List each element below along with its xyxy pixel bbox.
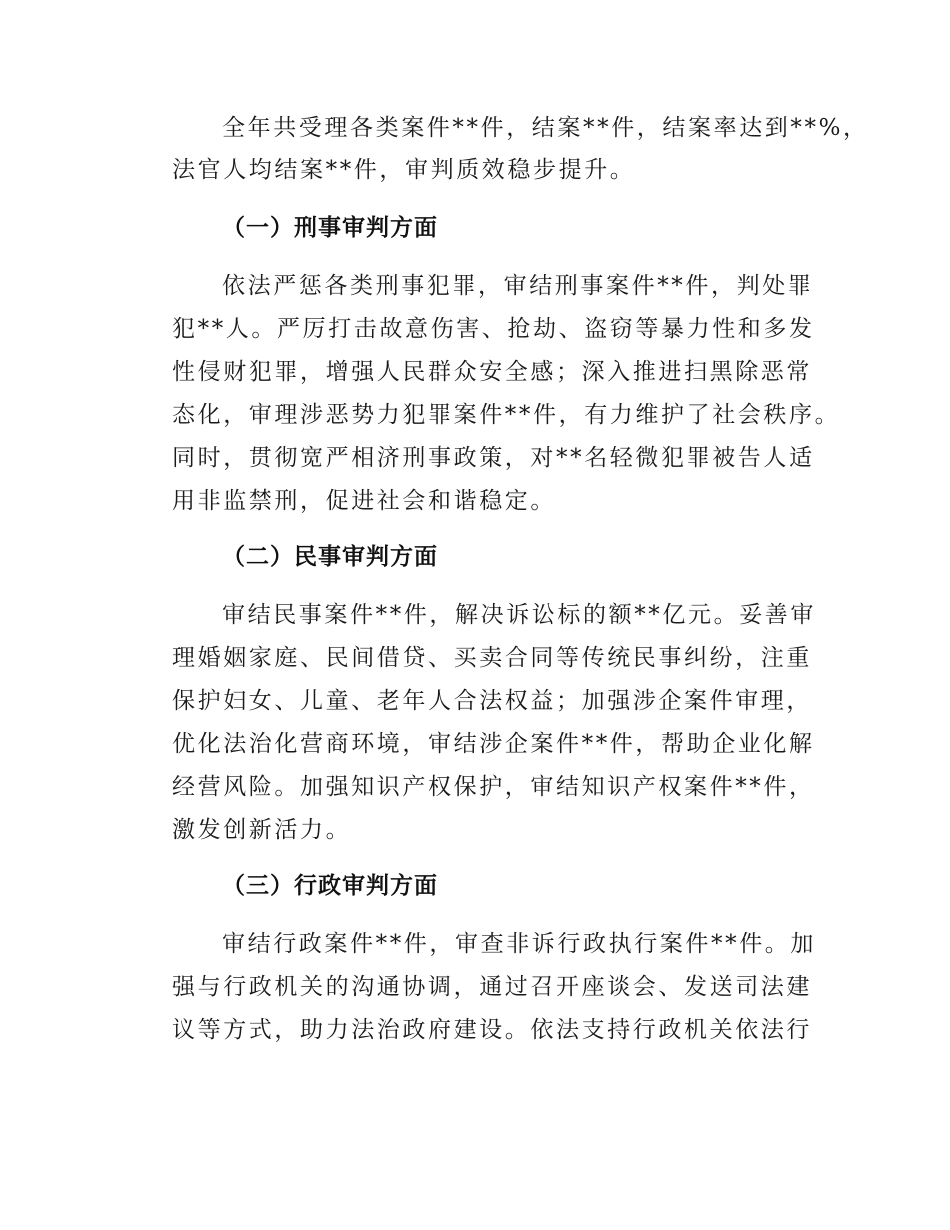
civil-line-1: 审结民事案件**件，解决诉讼标的额**亿元。妥善审 bbox=[222, 602, 816, 628]
criminal-line-5: 同时，贯彻宽严相济刑事政策，对**名轻微犯罪被告人适 bbox=[172, 445, 815, 471]
admin-line-3: 议等方式，助力法治政府建设。依法支持行政机关依法行 bbox=[172, 1017, 812, 1043]
criminal-line-2: 犯**人。严厉打击故意伤害、抢劫、盗窃等暴力性和多发 bbox=[172, 316, 815, 342]
civil-line-3: 保护妇女、儿童、老年人合法权益；加强涉企案件审理， bbox=[172, 688, 812, 714]
criminal-line-4: 态化，审理涉恶势力犯罪案件**件，有力维护了社会秩序。 bbox=[172, 402, 841, 428]
admin-line-1: 审结行政案件**件，审查非诉行政执行案件**件。加 bbox=[222, 931, 816, 957]
criminal-line-1: 依法严惩各类刑事犯罪，审结刑事案件**件，判处罪 bbox=[222, 273, 814, 299]
civil-line-2: 理婚姻家庭、民间借贷、买卖合同等传统民事纠纷，注重 bbox=[172, 645, 812, 671]
admin-line-2: 强与行政机关的沟通协调，通过召开座谈会、发送司法建 bbox=[172, 974, 812, 1000]
section-heading-administrative: （三）行政审判方面 bbox=[222, 873, 438, 899]
summary-line-2: 法官人均结案**件，审判质效稳步提升。 bbox=[172, 157, 636, 183]
section-heading-criminal: （一）刑事审判方面 bbox=[222, 215, 438, 241]
civil-line-5: 经营风险。加强知识产权保护，审结知识产权案件**件， bbox=[172, 774, 815, 800]
summary-line-1: 全年共受理各类案件**件，结案**件，结案率达到**%， bbox=[222, 115, 869, 141]
section-heading-civil: （二）民事审判方面 bbox=[222, 544, 438, 570]
criminal-line-6: 用非监禁刑，促进社会和谐稳定。 bbox=[172, 488, 556, 514]
criminal-line-3: 性侵财犯罪，增强人民群众安全感；深入推进扫黑除恶常 bbox=[172, 359, 812, 385]
civil-line-6: 激发创新活力。 bbox=[172, 817, 352, 843]
civil-line-4: 优化法治化营商环境，审结涉企案件**件，帮助企业化解 bbox=[172, 731, 815, 757]
